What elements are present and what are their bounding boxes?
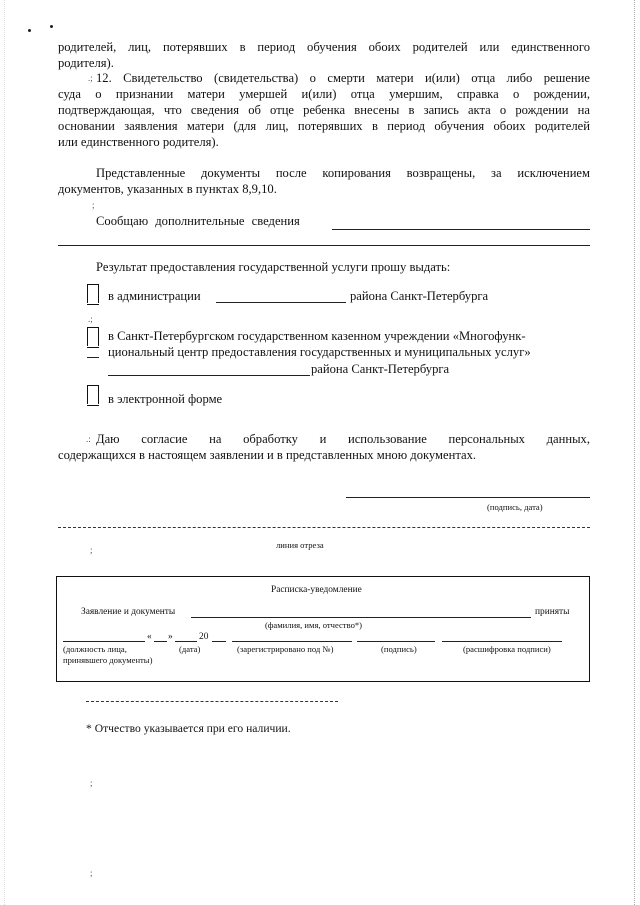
receipt-registered-field[interactable] bbox=[232, 641, 352, 642]
mfc-district-field[interactable] bbox=[108, 375, 310, 376]
electronic-option: в электронной форме bbox=[108, 392, 223, 406]
receipt-box bbox=[56, 576, 590, 682]
receipt-position-field[interactable] bbox=[63, 641, 145, 642]
item-12-line: основании заявления матери (для лиц, потерявших в период обучения обоих родителей bbox=[58, 119, 590, 133]
margin-mark: ; bbox=[90, 868, 93, 878]
footnote-separator bbox=[86, 701, 338, 702]
receipt-caption-position: (должность лица, bbox=[63, 644, 127, 654]
returned-docs-line: Представленные документы после копирования возвращены, за исключением bbox=[96, 166, 590, 180]
receipt-signature-field[interactable] bbox=[357, 641, 435, 642]
receipt-fio-caption: (фамилия, имя, отчество*) bbox=[265, 620, 363, 630]
result-label: Результат предоставления государственной услуги прошу выдать: bbox=[96, 260, 451, 274]
receipt-year-field[interactable] bbox=[212, 641, 226, 642]
margin-mark: ; bbox=[90, 545, 93, 555]
item-12-line: подтверждающая, что сведения об отце ребенка внесены в запись акта о рождении на bbox=[58, 103, 590, 117]
mfc-bracket bbox=[87, 357, 99, 358]
receipt-caption-registered: (зарегистрировано под №) bbox=[237, 644, 334, 654]
receipt-statement-prefix: Заявление и документы bbox=[81, 607, 176, 617]
additional-info-label: Сообщаю дополнительные сведения bbox=[96, 214, 300, 228]
admin-option-prefix: в администрации bbox=[108, 289, 201, 303]
signature-caption: (подпись, дата) bbox=[487, 502, 543, 512]
admin-district-field[interactable] bbox=[216, 302, 346, 303]
additional-info-field-line2[interactable] bbox=[58, 245, 590, 246]
page-edge bbox=[634, 0, 635, 905]
receipt-decoding-field[interactable] bbox=[442, 641, 562, 642]
electronic-checkbox[interactable] bbox=[87, 385, 99, 404]
mfc-option-line: в Санкт-Петербургском государственном казенном учреждении «Многофунк- bbox=[108, 329, 526, 343]
mfc-option-line: циональный центр предоставления государственных и муниципальных услуг» bbox=[108, 345, 531, 359]
receipt-caption-signature: (подпись) bbox=[381, 644, 417, 654]
mfc-checkbox[interactable] bbox=[87, 327, 99, 346]
receipt-statement-suffix: приняты bbox=[535, 607, 570, 617]
item-12-line: 12. Свидетельство (свидетельства) о смерти матери и(или) отца либо решение bbox=[96, 71, 590, 85]
admin-option-suffix: района Санкт-Петербурга bbox=[350, 289, 489, 303]
item-12-line: суда о признании матери умершей и(или) отца умершим, справка о рождении, bbox=[58, 87, 590, 101]
receipt-caption-date: (дата) bbox=[179, 644, 201, 654]
margin-mark: ; bbox=[90, 778, 93, 788]
returned-docs-line: документов, указанных в пунктах 8,9,10. bbox=[58, 182, 277, 196]
receipt-title: Расписка-уведомление bbox=[271, 585, 362, 595]
text-line: родителя). bbox=[58, 56, 114, 70]
scan-speck bbox=[28, 29, 31, 32]
text-line: родителей, лиц, потерявших в период обучения обоих родителей или единственного bbox=[58, 40, 590, 54]
admin-checkbox[interactable] bbox=[87, 284, 99, 303]
signature-field[interactable] bbox=[346, 497, 590, 498]
item-12-line: или единственного родителя). bbox=[58, 135, 219, 149]
receipt-fio-field[interactable] bbox=[191, 617, 531, 618]
margin-mark: .: bbox=[86, 434, 91, 444]
margin-mark: .; bbox=[88, 314, 93, 324]
consent-line: Даю согласие на обработку и использование персональных данных, bbox=[96, 432, 590, 446]
receipt-day-field[interactable] bbox=[154, 641, 167, 642]
scan-speck bbox=[50, 25, 53, 28]
receipt-caption-position: принявшего документы) bbox=[63, 655, 153, 665]
footnote: * Отчество указывается при его наличии. bbox=[86, 722, 291, 735]
receipt-date-open: « bbox=[147, 632, 152, 642]
additional-info-field[interactable] bbox=[332, 229, 590, 230]
receipt-year-prefix: 20 bbox=[199, 632, 209, 642]
mfc-option-line: района Санкт-Петербурга bbox=[311, 362, 450, 376]
cut-line-label: линия отреза bbox=[276, 540, 324, 550]
receipt-month-field[interactable] bbox=[175, 641, 197, 642]
consent-line: содержащихся в настоящем заявлении и в представленных мною документах. bbox=[58, 448, 477, 462]
cut-line bbox=[58, 527, 590, 528]
margin-mark: ; bbox=[92, 200, 95, 210]
margin-mark: .; bbox=[88, 73, 93, 83]
receipt-date-close: » bbox=[168, 632, 173, 642]
receipt-caption-decoding: (расшифровка подписи) bbox=[463, 644, 551, 654]
page-edge bbox=[4, 0, 5, 905]
